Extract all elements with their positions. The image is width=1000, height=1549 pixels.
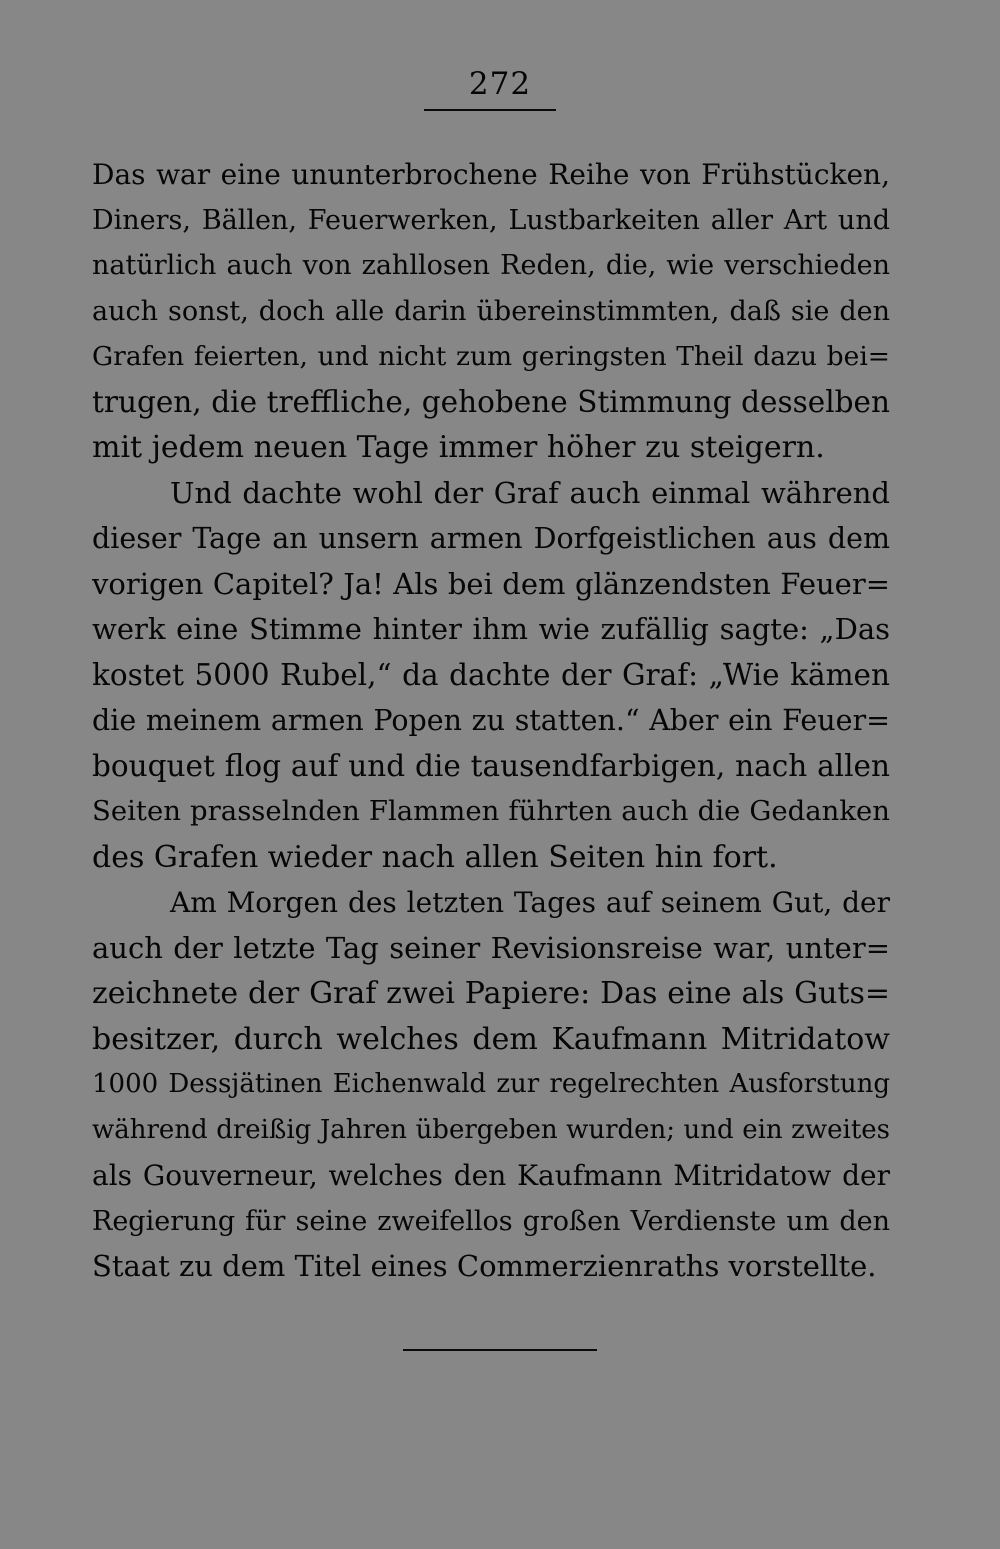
text-line: kostet 5000 Rubel,“ da dachte der Graf: „Wie kämen — [92, 657, 890, 692]
text-line: Diners, Bällen, Feuerwerken, Lustbarkeiten aller Art und — [92, 204, 890, 236]
text-line: besitzer, durch welches dem Kaufmann Mitridatow — [92, 1021, 890, 1057]
text-line: auch der letzte Tag seiner Revisionsreise war, unter= — [92, 930, 890, 965]
text-line: werk eine Stimme hinter ihm wie zufällig sagte: „Das — [92, 612, 890, 646]
text-line: als Gouverneur, welches den Kaufmann Mitridatow der — [92, 1159, 890, 1192]
text-line: trugen, die treffliche, gehobene Stimmung desselben — [92, 384, 890, 419]
footer-rule — [403, 1349, 597, 1351]
text-line: auch sonst, doch alle darin übereinstimmten, daß sie den — [92, 295, 890, 327]
text-line: vorigen Capitel? Ja! Als bei dem glänzendsten Feuer= — [92, 566, 890, 601]
text-line: die meinem armen Popen zu statten.“ Aber ein Feuer= — [92, 704, 890, 737]
text-line: mit jedem neuen Tage immer höher zu steigern. — [92, 430, 825, 465]
text-line: Und dachte wohl der Graf auch einmal während — [170, 475, 890, 510]
text-line: natürlich auch von zahllosen Reden, die, wie verschieden — [92, 250, 890, 281]
text-line: Staat zu dem Titel eines Commerzienraths vorstellte. — [92, 1249, 877, 1283]
text-line: Grafen feierten, und nicht zum geringsten Theil dazu bei= — [92, 341, 890, 372]
text-line: bouquet flog auf und die tausendfarbigen, nach allen — [92, 748, 890, 783]
page-number: 272 — [468, 66, 532, 102]
text-line: Regierung für seine zweifellos großen Verdienste um den — [92, 1205, 890, 1237]
text-line: Das war eine ununterbrochene Reihe von Frühstücken, — [92, 158, 890, 191]
text-line: Seiten prasselnden Flammen führten auch die Gedanken — [92, 795, 890, 827]
header-rule — [424, 109, 556, 111]
text-line: 1000 Dessjätinen Eichenwald zur regelrechten Ausforstung — [92, 1069, 890, 1099]
text-line: Am Morgen des letzten Tages auf seinem Gut, der — [170, 886, 890, 919]
text-line: des Grafen wieder nach allen Seiten hin fort. — [92, 839, 778, 875]
text-line: während dreißig Jahren übergeben wurden; und ein zweites — [92, 1114, 890, 1145]
text-line: dieser Tage an unsern armen Dorfgeistlichen aus dem — [92, 522, 890, 555]
body-text — [92, 152, 890, 1290]
text-line: zeichnete der Graf zwei Papiere: Das eine als Guts= — [92, 976, 890, 1011]
